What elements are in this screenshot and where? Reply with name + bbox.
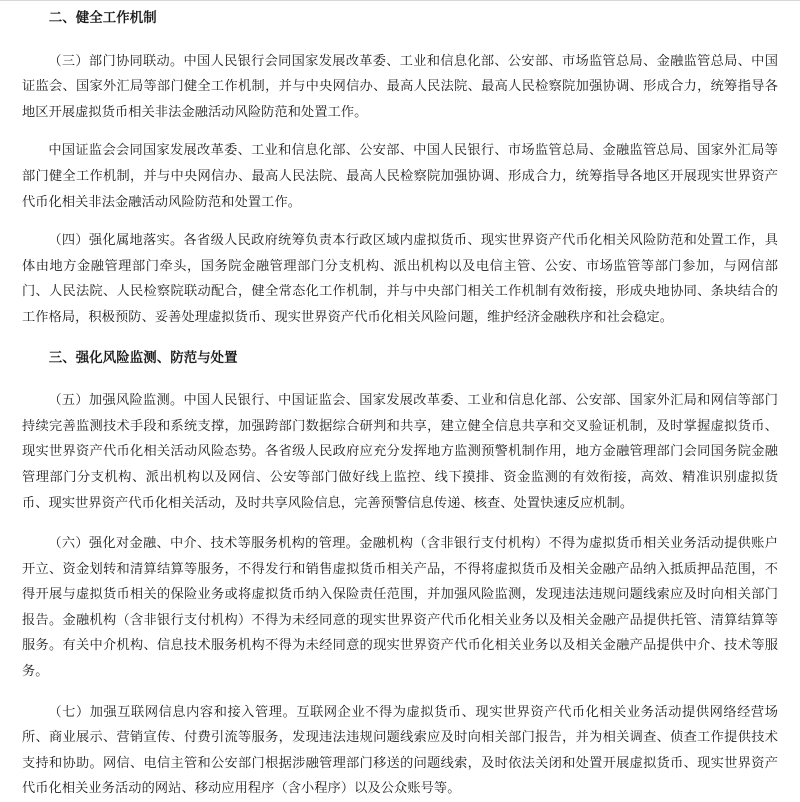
document-body: [22, 6, 778, 802]
paragraph-five: （五）加强风险监测。中国人民银行、中国证监会、国家发展改革委、工业和信息化部、公安部、国家外汇局和网信等部门持续完善监测技术手段和系统支撑，加强跨部门数据综合研判和共享，建立健全信息共享和交叉验证机制，及时掌握虚拟货币、现实世界资产代币化相关活动风险态势。各省级人民政府应充分发挥地方监测预警机制作用，地方金融管理部门会同国务院金融管理部门分支机构、派出机构以及网信、公安等部门做好线上监控、线下摸排、资金监测的有效衔接，高效、精准识别虚拟货币、现实世界资产代币化相关活动，及时共享风险信息，完善预警信息传递、核查、处置快速反应机制。: [22, 393, 778, 511]
paragraph-seven: （七）加强互联网信息内容和接入管理。互联网企业不得为虚拟货币、现实世界资产代币化相关业务活动提供网络经营场所、商业展示、营销宣传、付费引流等服务，发现违法违规问题线索应及时向相关部门报告，并为相关调查、侦查工作提供技术支持和协助。网信、电信主管和公安部门根据涉融管理部门移送的问题线索，及时依法关闭和处置开展虚拟货币、现实世界资产代币化相关业务活动的网站、移动应用程序（含小程序）以及公众账号等。: [22, 704, 778, 797]
spacer: [22, 331, 778, 346]
paragraph-three: （三）部门协同联动。中国人民银行会同国家发展改革委、工业和信息化部、公安部、市场监管总局、金融监管总局、中国证监会、国家外汇局等部门健全工作机制，并与中央网信办、最高人民法院、最高人民检察院加强协调、形成合力，统筹指导各地区开展虚拟货币相关非法金融活动风险防范和处置工作。: [22, 53, 778, 120]
spacer: [22, 375, 778, 388]
spacer: [22, 685, 778, 700]
spacer: [22, 215, 778, 228]
paragraph-six: （六）强化对金融、中介、技术等服务机构的管理。金融机构（含非银行支付机构）不得为虚拟货币相关业务活动提供账户开立、资金划转和清算结算等服务，不得发行和销售虚拟货币相关产品，不得将虚拟货币及相关金融产品纳入抵质押品范围，不得开展与虚拟货币相关的保险业务或将虚拟货币纳入保险责任范围，并加强风险监测，发现违法违规问题线索应及时向相关部门报告。金融机构（含非银行支付机构）不得为未经同意的现实世界资产代币化相关业务以及相关金融产品提供托管、清算结算等服务。有关中介机构、信息技术服务机构不得为未经同意的现实世界资产代币化相关业务以及相关金融产品提供中介、技术等服务。: [22, 536, 778, 680]
section-heading-two: 二、健全工作机制: [48, 11, 157, 26]
spacer: [22, 516, 778, 531]
spacer: [22, 36, 778, 49]
spacer: [22, 125, 778, 138]
page-top-divider: [0, 0, 800, 1]
section-heading-three: 三、强化风险监测、防范与处置: [48, 350, 238, 366]
paragraph-four: （四）强化属地落实。各省级人民政府统筹负责本行政区域内虚拟货币、现实世界资产代币化相关风险防范和处置工作，具体由地方金融管理部门牵头，国务院金融管理部门分支机构、派出机构以及电信主管、公安、市场监管等部门参加，与网信部门、人民法院、人民检察院联动配合，健全常态化工作机制，并与中央部门相关工作机制有效衔接，形成央地协同、条块结合的工作格局，积极预防、妥善处理虚拟货币、现实世界资产代币化相关风险问题，维护经济金融秩序和社会稳定。: [22, 233, 778, 325]
paragraph-three-b: 中国证监会会同国家发展改革委、工业和信息化部、公安部、中国人民银行、市场监管总局、金融监管总局、国家外汇局等部门健全工作机制，并与中央网信办、最高人民法院、最高人民检察院加强协调、形成合力，统筹指导各地区开展现实世界资产代币化相关非法金融活动风险防范和处置工作。: [22, 143, 778, 210]
